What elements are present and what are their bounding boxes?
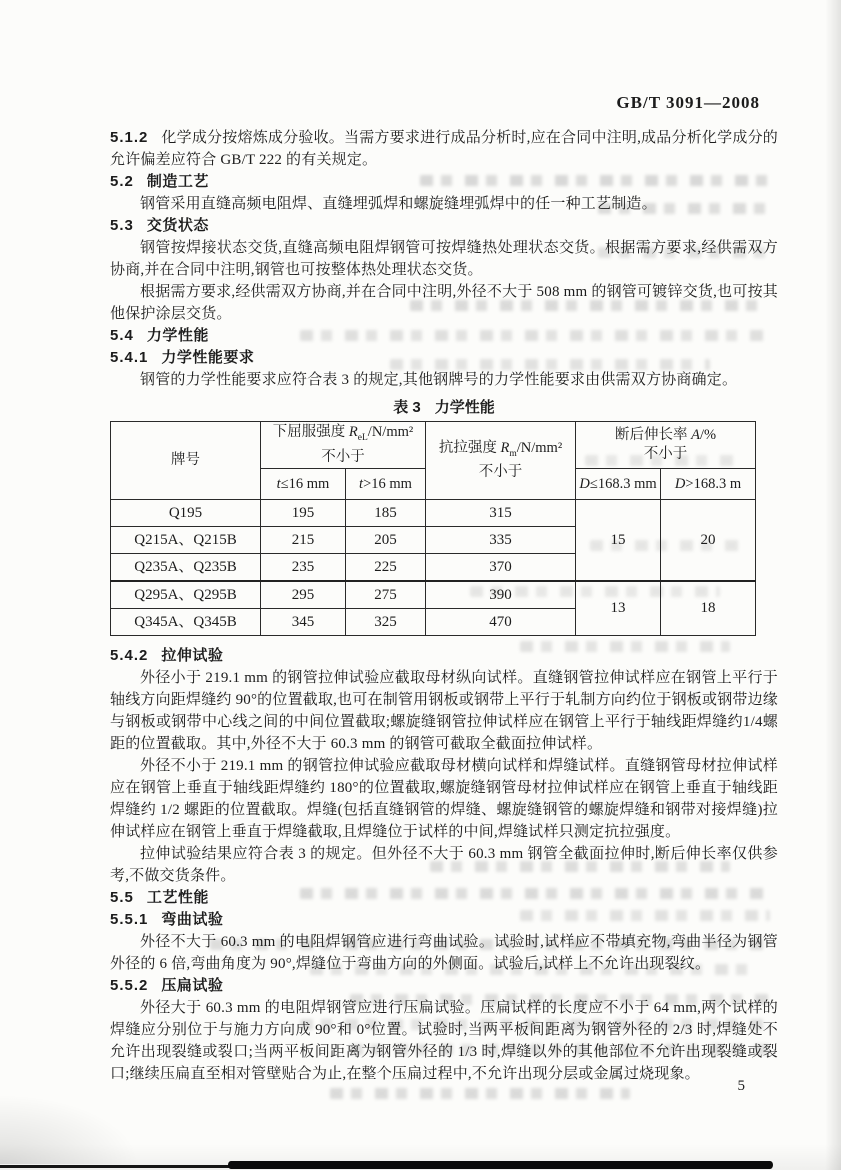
clause-5-4-heading: [110, 325, 778, 347]
symbol-t: t: [276, 475, 281, 492]
yield-le16-cell: 215: [261, 527, 346, 554]
elongation-d-gt-cell: 20: [661, 500, 756, 582]
clause-5-5-heading: [110, 887, 778, 909]
clause-number: 5.3: [110, 217, 134, 234]
clause-number: 5.4.1: [110, 349, 149, 366]
clause-number: 5.1.2: [110, 129, 149, 146]
yield-le16-cell: 235: [261, 554, 346, 582]
clause-5-3-heading: [110, 215, 778, 237]
clause-number: 5.2: [110, 173, 134, 190]
clause-title: 制造工艺: [146, 173, 209, 190]
clause-5-2-paragraph: 钢管采用直缝高频电阻焊、直缝埋弧焊和螺旋缝埋弧焊中的任一种工艺制造。: [140, 196, 657, 212]
bleed-artifact: [330, 1088, 630, 1099]
symbol-D: D: [579, 475, 590, 492]
tensile-cell: 390: [426, 581, 576, 609]
unit: /%: [699, 427, 717, 443]
grade-cell: Q215A、Q215B: [111, 527, 261, 554]
elongation-d-le-cell: 15: [576, 500, 661, 582]
header-label: 抗拉强度: [438, 439, 501, 456]
column-header-yield-strength: [261, 422, 426, 469]
clause-title: 压扁试验: [161, 977, 224, 994]
clause-number: 5.4: [110, 327, 134, 344]
page-number: 5: [737, 1078, 745, 1094]
clause-5-5-1-paragraph: 外径不大于 60.3 mm 的电阻焊钢管应进行弯曲试验。试验时,试样应不带填充物,弯曲半径为钢管外径的 6 倍,弯曲角度为 90°,焊缝位于弯曲方向的外侧面。试验后,试样上不允许出现裂纹。: [110, 934, 778, 972]
yield-gt16-cell: 205: [346, 527, 426, 554]
symbol-subscript: eL: [357, 432, 368, 443]
symbol-t: t: [359, 475, 364, 492]
subheader-t-gt-16: [346, 469, 426, 500]
clause-5-3-paragraph-2: 根据需方要求,经供需双方协商,并在合同中注明,外径不大于 508 mm 的钢管可镀锌交货,也可按其他保护涂层交货。: [110, 284, 778, 322]
clause-title: 工艺性能: [146, 889, 209, 906]
clause-number: 5.5.2: [110, 977, 149, 994]
elongation-d-le-cell: 13: [576, 581, 661, 636]
table-caption-label: 表 3: [393, 399, 421, 416]
grade-cell: Q345A、Q345B: [111, 609, 261, 636]
tensile-cell: 335: [426, 527, 576, 554]
condition-text: >168.3 m: [685, 475, 742, 492]
grade-cell: Q195: [111, 500, 261, 527]
header-label: 下屈服强度: [272, 424, 349, 441]
header-label: 断后伸长率: [614, 427, 692, 443]
condition-text: ≤168.3 mm: [589, 475, 657, 492]
symbol-R: R: [500, 439, 510, 456]
tensile-cell: 315: [426, 500, 576, 527]
clause-number: 5.5: [110, 889, 134, 906]
scan-smudge: [0, 1094, 140, 1164]
mechanical-properties-table: [110, 421, 756, 636]
symbol-subscript: m: [509, 448, 517, 459]
column-header-tensile-strength: [426, 422, 576, 500]
clause-5-5-2-heading: [110, 975, 778, 997]
clause-5-4-2-heading: [110, 645, 778, 667]
clause-5-4-2-paragraph-1: 外径小于 219.1 mm 的钢管拉伸试验应截取母材纵向试样。直缝钢管拉伸试样应在钢管上平行于轴线方向距焊缝约 90°的位置截取,也可在制管用钢板或钢带上平行于轧制方向约位于钢板或钢带边缘与钢板或钢带中心线之间的中间位置截取;螺旋缝钢管拉伸试样应在钢管上平行于轴线距焊缝约1/4螺距的位置截取。其中,外径不大于 60.3 mm 的钢管可截取全截面拉伸试样。: [110, 670, 778, 752]
scan-artifact-bar: [228, 1161, 773, 1169]
subheader-t-le-16: [261, 469, 346, 500]
yield-le16-cell: 195: [261, 500, 346, 527]
table-caption-title: 力学性能: [434, 399, 495, 416]
clause-5-4-1-heading: [110, 347, 778, 369]
condition-text: ≤16 mm: [280, 475, 330, 492]
clause-5-4-1-paragraph: 钢管的力学性能要求应符合表 3 的规定,其他钢牌号的力学性能要求由供需双方协商确定。: [140, 372, 738, 388]
clause-5-4-2-paragraph-3: 拉伸试验结果应符合表 3 的规定。但外径不大于 60.3 mm 钢管全截面拉伸时,断后伸长率仅供参考,不做交货条件。: [110, 846, 778, 884]
condition-text: >16 mm: [363, 475, 412, 492]
symbol-A: A: [691, 427, 700, 443]
standard-number-header: GB/T 3091—2008: [616, 93, 760, 112]
yield-le16-cell: 295: [261, 581, 346, 609]
clause-number: 5.4.2: [110, 647, 149, 664]
subheader-d-gt-168: [661, 469, 756, 500]
clause-title: 力学性能要求: [161, 349, 255, 366]
unit: /N/mm²: [516, 439, 563, 456]
clause-5-2-heading: [110, 171, 778, 193]
not-less-than-label: 不小于: [643, 446, 688, 462]
column-header-grade: 牌号: [111, 422, 261, 500]
subheader-d-le-168: [576, 469, 661, 500]
clause-title: 弯曲试验: [161, 911, 224, 928]
symbol-R: R: [348, 424, 358, 441]
symbol-D: D: [674, 475, 686, 492]
grade-cell: Q295A、Q295B: [111, 581, 261, 609]
unit: /N/mm²: [367, 424, 414, 441]
clause-5-5-2-paragraph: 外径大于 60.3 mm 的电阻焊钢管应进行压扁试验。压扁试样的长度应不小于 64 mm,两个试样的焊缝应分别位于与施力方向成 90°和 0°位置。试验时,当两平板间距离为钢管外径的 2/3 时,焊缝处不允许出现裂缝或裂口;当两平板间距离为钢管外径的 1/3 时,焊缝以外的其他部位不允许出现裂缝或裂口;继续压扁直至相对管壁贴合为止,在整个压扁过程中,不允许出现分层或金属过烧现象。: [110, 1000, 778, 1082]
clause-5-1-2-paragraph: [110, 127, 778, 171]
document-content: [110, 0, 778, 1085]
clause-title: 力学性能: [146, 327, 209, 344]
clause-title: 交货状态: [146, 217, 209, 234]
not-less-than-label: 不小于: [478, 464, 523, 481]
table-row: [111, 500, 756, 527]
yield-gt16-cell: 275: [346, 581, 426, 609]
scan-edge-shading: [825, 0, 841, 1170]
yield-gt16-cell: 325: [346, 609, 426, 636]
tensile-cell: 370: [426, 554, 576, 582]
clause-5-4-2-paragraph-2: 外径不小于 219.1 mm 的钢管拉伸试验应截取母材横向试样和焊缝试样。直缝钢管母材拉伸试样应在钢管上垂直于轴线距焊缝约 180°的位置截取,螺旋缝钢管母材拉伸试样应在钢管上垂直于轴线距焊缝约 1/2 螺距的位置截取。焊缝(包括直缝钢管的焊缝、螺旋缝钢管的螺旋焊缝和钢带对接焊缝)拉伸试样应在钢管上垂直于焊缝截取,且焊缝位于试样的中间,焊缝试样只测定抗拉强度。: [110, 758, 778, 840]
clause-5-5-1-heading: [110, 909, 778, 931]
grade-cell: Q235A、Q235B: [111, 554, 261, 582]
scan-artifact-bar: [0, 1165, 232, 1168]
yield-le16-cell: 345: [261, 609, 346, 636]
tensile-cell: 470: [426, 609, 576, 636]
yield-gt16-cell: 225: [346, 554, 426, 582]
table-row: [111, 581, 756, 609]
column-header-elongation: [576, 422, 756, 469]
clause-number: 5.5.1: [110, 911, 149, 928]
yield-gt16-cell: 185: [346, 500, 426, 527]
clause-5-3-paragraph-1: 钢管按焊接状态交货,直缝高频电阻焊钢管可按焊缝热处理状态交货。根据需方要求,经供需双方协商,并在合同中注明,钢管也可按整体热处理状态交货。: [110, 240, 778, 278]
clause-text: 化学成分按熔炼成分验收。当需方要求进行成品分析时,应在合同中注明,成品分析化学成分的允许偏差应符合 GB/T 222 的有关规定。: [110, 130, 778, 168]
elongation-d-gt-cell: 18: [661, 581, 756, 636]
clause-title: 拉伸试验: [161, 647, 224, 664]
table-3-caption: [110, 397, 778, 419]
not-less-than-label: 不小于: [321, 448, 365, 465]
